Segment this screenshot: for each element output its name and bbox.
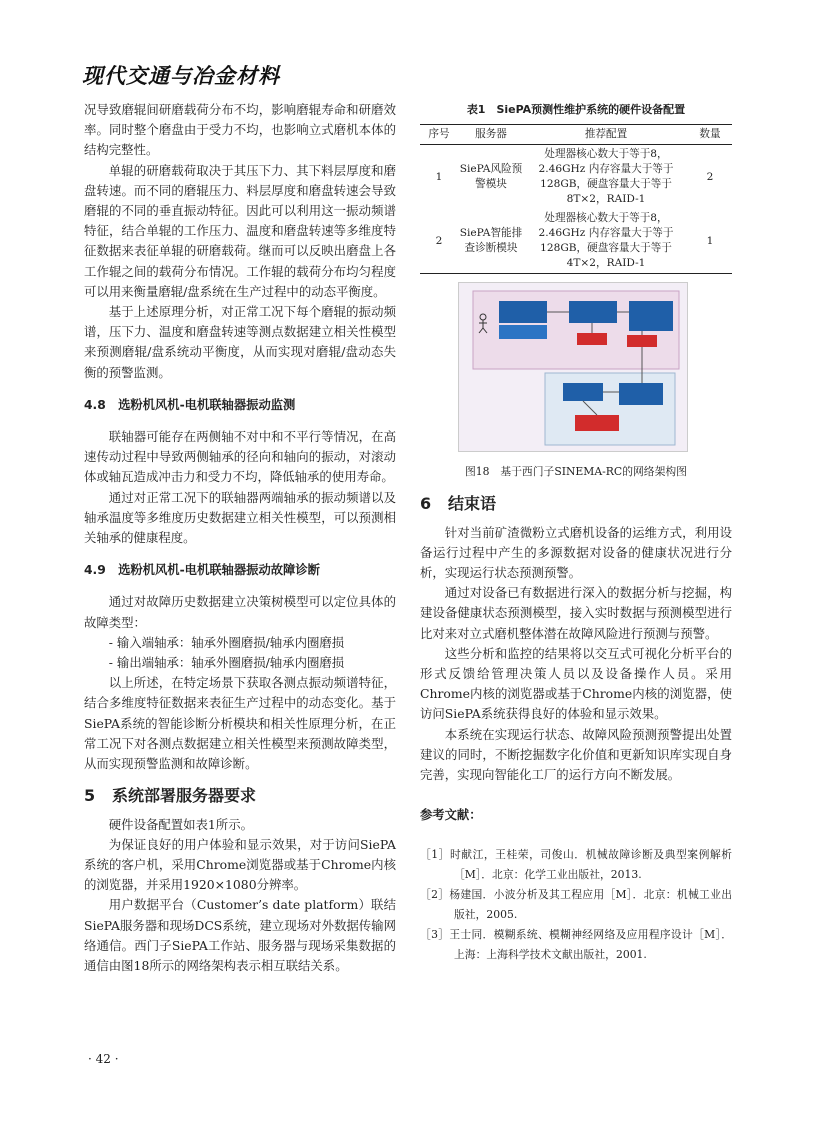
table-cell: 1 — [435, 170, 443, 183]
paragraph: 本系统在实现运行状态、故障风险预测预警提出处置建议的同时，不断挖掘数字化价值和更新知识库实现自身完善，实现向智能化工厂的运行方向不断发展。 — [420, 726, 732, 783]
section-title: 系统部署服务器要求 — [112, 786, 257, 806]
table-cell: 2 — [706, 170, 714, 183]
left-column — [84, 100, 396, 976]
paragraph: 针对当前矿渣微粉立式磨机设备的运维方式，利用设备运行过程中产生的多源数据对设备的健康状况进行分析，实现运行状态预测预警。 — [420, 524, 732, 581]
table-cell: SiePA风险预警模块 — [459, 163, 523, 191]
paragraph: 用户数据平台（Customer’s date platform）联结SiePA服务器和现场DCS系统，建立现场对外数据传输网络通信。西门子SiePA工作站、服务器与现场采集数据的通信由图18所示的网络架构表示相互联结关系。 — [84, 897, 396, 973]
table-header-row — [420, 125, 732, 145]
paragraph: 联轴器可能存在两侧轴不对中和不平行等情况，在高速传动过程中导致两侧轴承的径向和轴向的振动，对滚动体或轴瓦造成冲击力和受力不均，降低轴承的使用寿命。 — [84, 429, 396, 485]
journal-logo: 现代交通与冶金材料 — [82, 64, 280, 88]
section-heading-6 — [420, 494, 732, 514]
paragraph: 这些分析和监控的结果将以交互式可视化分析平台的形式反馈给管理决策人员以及设备操作人员。采用Chrome内核的浏览器或基于Chrome内核的浏览器，使访问SiePA系统获得良好的体验和显示效果。 — [420, 645, 732, 722]
paragraph: 况导致磨辊间研磨载荷分布不均，影响磨辊寿命和研磨效率。同时整个磨盘由于受力不均，也影响立式磨机本体的结构完整性。 — [84, 102, 396, 158]
table-title: 表1 SiePA预测性维护系统的硬件设备配置 — [466, 103, 686, 116]
table-cell: 处理器核心数大于等于8，2.46GHz 内存容量大于等于128GB，硬盘容量大于等于4T×2，RAID-1 — [524, 209, 688, 274]
paragraph: 通过对设备已有数据进行深入的数据分析与挖掘，构建设备健康状态预测模型，接入实时数据与预测模型进行比对来对立式磨机整体潜在故障风险进行预测与预警。 — [420, 585, 732, 641]
paragraph: 为保证良好的用户体验和显示效果，对于访问SiePA系统的客户机，采用Chrome浏览器或基于Chrome内核的浏览器，并采用1920×1080分辨率。 — [84, 836, 396, 893]
reference-item: ［3］王士同．模糊系统、模糊神经网络及应用程序设计［M］．上海：上海科学技术文献出版社，2001. — [420, 928, 732, 962]
paragraph: 通过对故障历史数据建立决策树模型可以定位具体的故障类型： — [84, 594, 396, 630]
paragraph: 基于上述原理分析，对正常工况下每个磨辊的振动频谱，压下力、温度和磨盘转速等测点数据建立相关性模型来预测磨辊/盘系统动平衡度，从而实现对磨辊/盘动态失衡的预警监测。 — [84, 304, 396, 380]
reference-item: ［1］时献江，王桂荣，司俊山．机械故障诊断及典型案例解析［M］．北京：化学工业出版社，2013. — [420, 848, 732, 882]
reference-item: ［2］杨建国．小波分析及其工程应用［M］．北京：机械工业出版社，2005. — [420, 888, 732, 922]
paragraph: 单辊的研磨载荷取决于其压下力、其下料层厚度和磨盘转速。而不同的磨辊压力、料层厚度和磨盘转速会导致磨辊的不同的垂直振动特征。因此可以利用这一振动频谱特征，结合单辊的工作压力、温度和磨盘转速等多维度特征数据来表征单辊的研磨载荷。继而可以反映出磨盘上各工作辊之间的载荷分布情况。工作辊的载荷分布均匀程度可以用来衡量磨辊/盘系统在生产过程中的动态平衡度。 — [84, 162, 396, 299]
table-header: 序号 — [420, 125, 458, 145]
section-number: 5 — [84, 786, 96, 806]
references-heading: 参考文献： — [420, 808, 482, 823]
table-row — [420, 209, 732, 274]
section-heading-4-8: 4.8 选粉机风机-电机联轴器振动监测 — [84, 397, 296, 412]
section-title: 结束语 — [448, 494, 497, 514]
page-number: · 42 · — [88, 1052, 119, 1066]
table-header: 推荐配置 — [524, 125, 688, 145]
network-diagram — [459, 283, 687, 451]
network-architecture-figure — [458, 282, 688, 452]
hardware-table — [420, 124, 732, 274]
list-item: - 输入端轴承：轴承外圈磨损/轴承内圈磨损 — [108, 634, 345, 650]
right-column — [420, 100, 732, 965]
section-heading-5 — [84, 786, 396, 806]
table-cell: 2 — [420, 209, 458, 274]
table-cell: 处理器核心数大于等于8，2.46GHz 内存容量大于等于128GB，硬盘容量大于等于8T×2，RAID-1 — [538, 148, 674, 206]
list-item: - 输出端轴承：轴承外圈磨损/轴承内圈磨损 — [108, 655, 345, 671]
paragraph: 通过对正常工况下的联轴器两端轴承的振动频谱以及轴承温度等多维度历史数据建立相关性模型，可以预测相关轴承的健康程度。 — [84, 489, 396, 546]
section-number: 6 — [420, 494, 432, 514]
figure-caption: 图18 基于西门子SINEMA-RC的网络架构图 — [465, 465, 687, 479]
table-cell: 1 — [688, 209, 732, 274]
paragraph: 硬件设备配置如表1所示。 — [108, 816, 253, 832]
paragraph: 以上所述，在特定场景下获取各测点振动频谱特征，结合多维度特征数据来表征生产过程中的动态变化。基于SiePA系统的智能诊断分析模块和相关性原理分析，在正常工况下对各测点数据建立相关性模型来预测故障类型，从而实现预警监测和故障诊断。 — [84, 675, 396, 772]
table-cell: SiePA智能排查诊断模块 — [458, 209, 524, 274]
table-row — [420, 145, 732, 210]
table-header: 数量 — [688, 125, 732, 145]
section-heading-4-9: 4.9 选粉机风机-电机联轴器振动故障诊断 — [84, 563, 320, 578]
table-header: 服务器 — [458, 125, 524, 145]
